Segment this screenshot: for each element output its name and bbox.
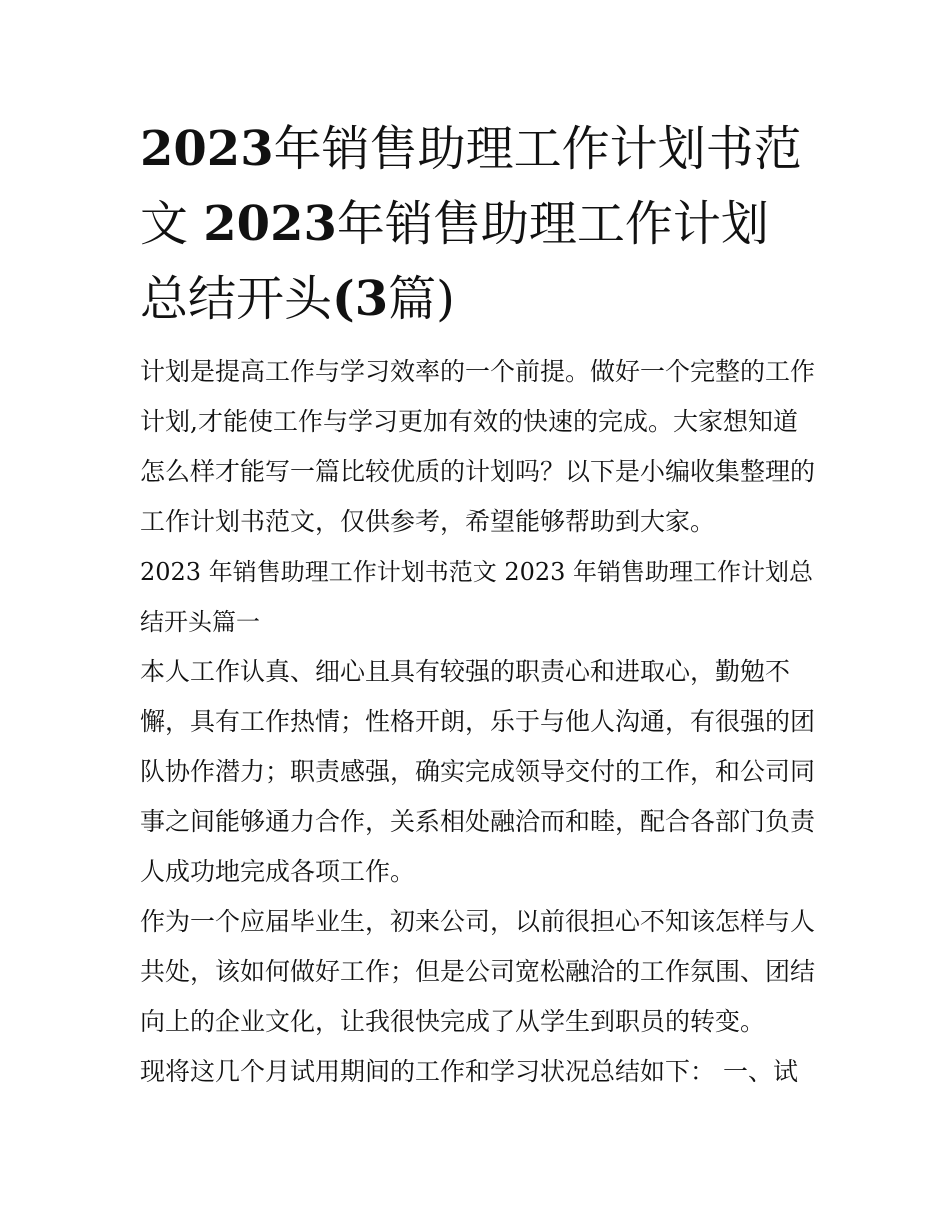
intro-paragraph	[140, 347, 815, 547]
text-line: 队协作潜力；职责感强，确实完成领导交付的工作，和公司同	[140, 757, 816, 786]
title-line-1: 2023年销售助理工作计划书范	[140, 121, 802, 177]
text-line: 向上的企业文化，让我很快完成了从学生到职员的转变。	[140, 1007, 766, 1036]
text-line: 结开头篇一	[140, 608, 260, 636]
text-line: 共处，该如何做好工作；但是公司宽松融洽的工作氛围、团结	[140, 957, 816, 986]
section-heading	[140, 547, 815, 647]
document-title	[140, 112, 815, 337]
text-line: 懈，具有工作热情；性格开朗，乐于与他人沟通，有很强的团	[140, 707, 816, 736]
text-line: 现将这几个月试用期间的工作和学习状况总结如下： 一、试	[140, 1057, 798, 1086]
text-line: 工作计划书范文，仅供参考，希望能够帮助到大家。	[140, 507, 716, 536]
body-paragraph-1	[140, 647, 815, 897]
text-line: 事之间能够通力合作，关系相处融洽而和睦，配合各部门负责	[140, 807, 816, 836]
text-line: 作为一个应届毕业生，初来公司，以前很担心不知该怎样与人	[140, 907, 816, 936]
title-line-2: 文 2023年销售助理工作计划	[140, 196, 769, 252]
document-page	[140, 112, 815, 1097]
text-line: 本人工作认真、细心且具有较强的职责心和进取心，勤勉不	[140, 657, 791, 686]
body-paragraph-3	[140, 1047, 815, 1097]
title-line-3: 总结开头(3篇)	[140, 271, 455, 327]
text-line: 2023 年销售助理工作计划书范文 2023 年销售助理工作计划总	[140, 558, 814, 586]
text-line: 计划,才能使工作与学习更加有效的快速的完成。大家想知道	[140, 407, 798, 436]
text-line: 人成功地完成各项工作。	[140, 857, 416, 886]
body-paragraph-2	[140, 897, 815, 1047]
text-line: 怎么样才能写一篇比较优质的计划吗？以下是小编收集整理的	[140, 457, 816, 486]
text-line: 计划是提高工作与学习效率的一个前提。做好一个完整的工作	[140, 357, 816, 386]
